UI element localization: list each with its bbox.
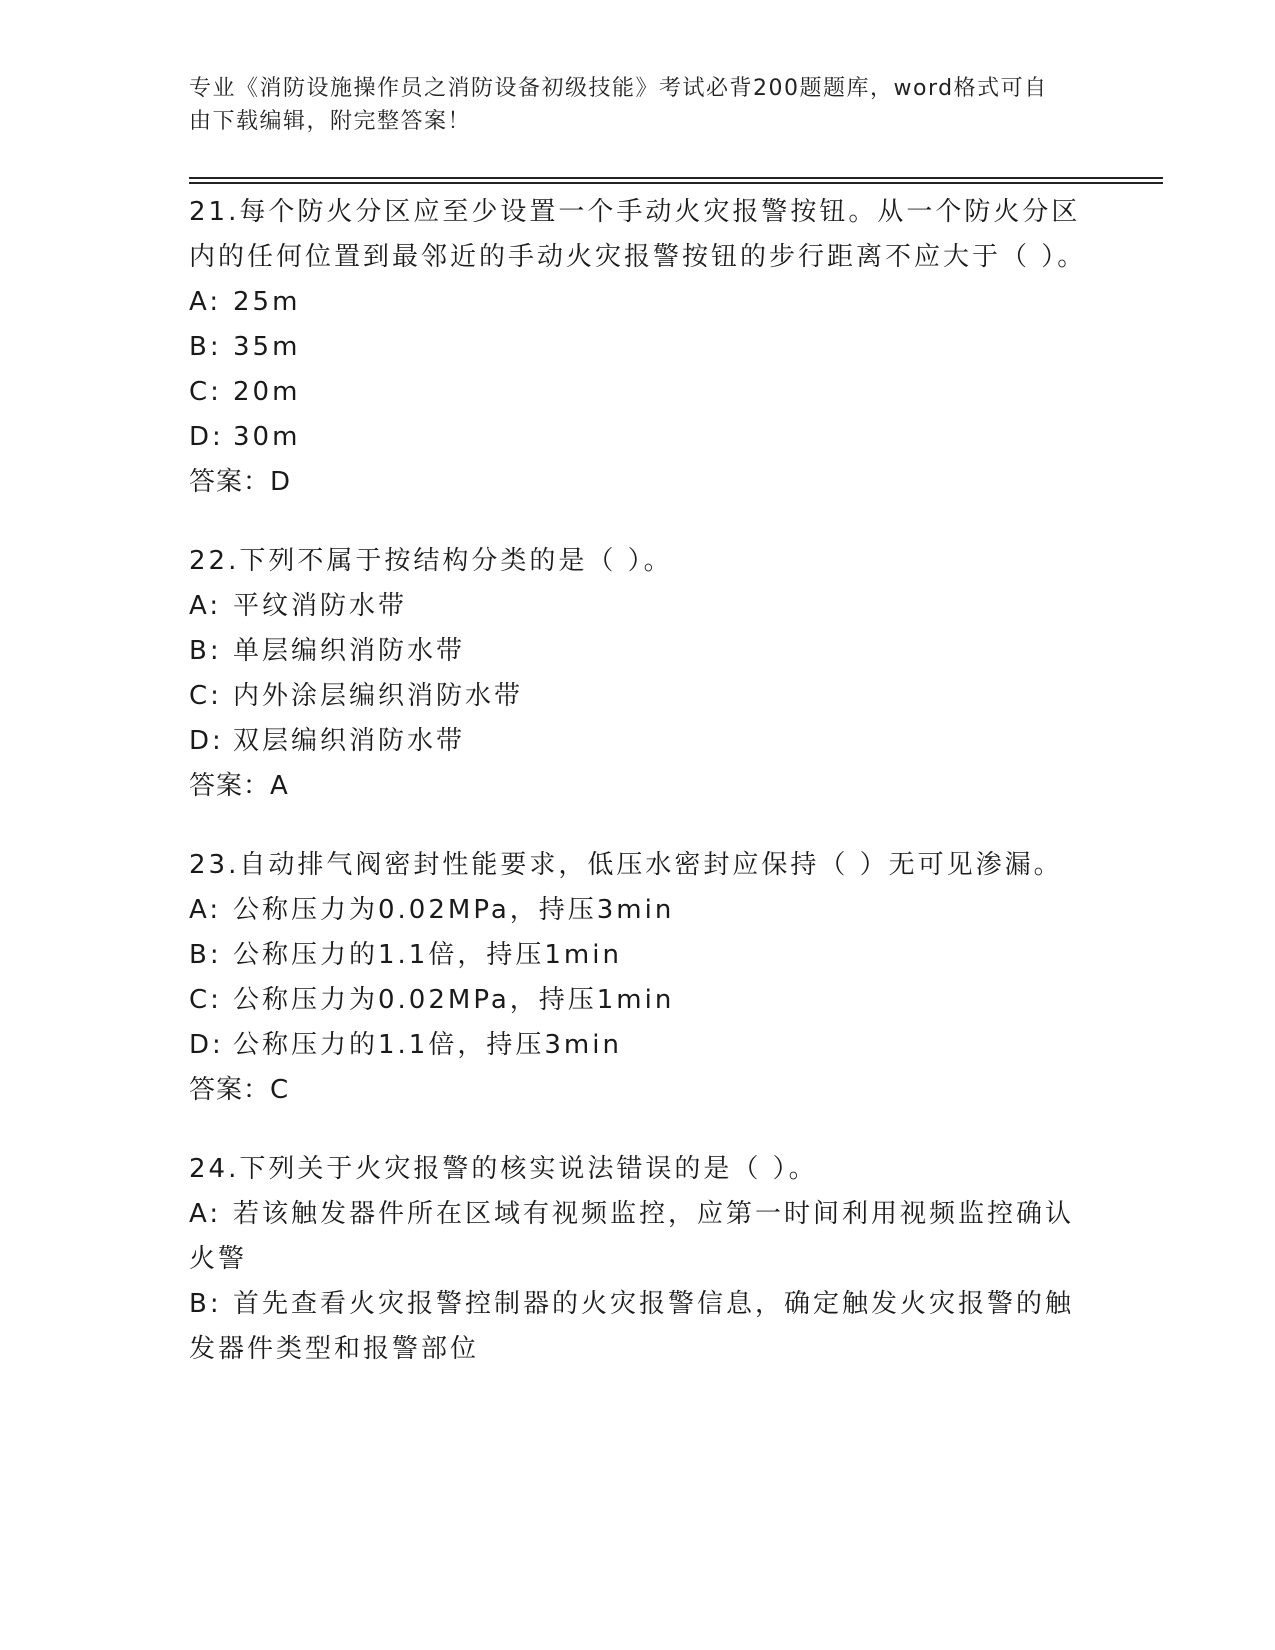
option-a <box>189 1192 1089 1282</box>
answer-line: 答案：A <box>189 771 289 801</box>
header-rule-top <box>189 177 1163 179</box>
option-letter: C: <box>189 377 222 407</box>
option-text: 公称压力为0.02MPa，持压1min <box>233 985 675 1015</box>
option-b <box>189 1282 1089 1372</box>
option-text: 首先查看火灾报警控制器的火灾报警信息，确定触发火灾报警的触发器件类型和报警部位 <box>189 1289 1075 1364</box>
option-letter: A: <box>189 591 222 621</box>
option-text: 公称压力的1.1倍，持压3min <box>233 1030 622 1060</box>
option-letter: D: <box>189 422 224 452</box>
option-d <box>189 719 1089 764</box>
option-letter: A: <box>189 287 222 317</box>
option-text: 30m <box>233 422 301 452</box>
option-text: 20m <box>233 377 301 407</box>
option-d <box>189 1023 1089 1068</box>
question-22 <box>189 539 1089 809</box>
option-b <box>189 325 1089 370</box>
option-a <box>189 888 1089 933</box>
option-c <box>189 978 1089 1023</box>
option-letter: D: <box>189 1030 224 1060</box>
option-b <box>189 629 1089 674</box>
question-21 <box>189 190 1089 505</box>
option-letter: A: <box>189 1199 222 1229</box>
option-text: 公称压力的1.1倍，持压1min <box>233 940 622 970</box>
option-c <box>189 370 1089 415</box>
option-text: 双层编织消防水带 <box>233 726 466 756</box>
option-letter: B: <box>189 332 222 362</box>
header-rule-bottom <box>189 182 1163 184</box>
answer-line: 答案：C <box>189 1075 290 1105</box>
option-text: 公称压力为0.02MPa，持压3min <box>233 895 675 925</box>
option-letter: D: <box>189 726 224 756</box>
question-stem: 21.每个防火分区应至少设置一个手动火灾报警按钮。从一个防火分区内的任何位置到最邻近的手动火灾报警按钮的步行距离不应大于（ ）。 <box>189 197 1087 272</box>
option-text: 35m <box>233 332 301 362</box>
question-23 <box>189 843 1089 1113</box>
option-c <box>189 674 1089 719</box>
question-24 <box>189 1147 1089 1372</box>
option-a <box>189 584 1089 629</box>
option-a <box>189 280 1089 325</box>
option-letter: B: <box>189 1289 222 1319</box>
option-letter: A: <box>189 895 222 925</box>
option-d <box>189 415 1089 460</box>
option-text: 若该触发器件所在区域有视频监控，应第一时间利用视频监控确认火警 <box>189 1199 1075 1274</box>
option-letter: C: <box>189 681 222 711</box>
option-b <box>189 933 1089 978</box>
answer-line: 答案：D <box>189 467 292 497</box>
option-letter: C: <box>189 985 222 1015</box>
question-stem: 22.下列不属于按结构分类的是（ ）。 <box>189 546 673 576</box>
option-text: 平纹消防水带 <box>233 591 408 621</box>
option-text: 单层编织消防水带 <box>233 636 466 666</box>
option-letter: B: <box>189 940 222 970</box>
question-stem: 23.自动排气阀密封性能要求，低压水密封应保持（ ）无可见渗漏。 <box>189 850 1063 880</box>
option-letter: B: <box>189 636 222 666</box>
option-text: 内外涂层编织消防水带 <box>233 681 524 711</box>
option-text: 25m <box>233 287 301 317</box>
question-list <box>189 190 1089 1406</box>
document-header: 专业《消防设施操作员之消防设备初级技能》考试必背200题题库，word格式可自由下载编辑，附完整答案！ <box>189 76 1048 134</box>
question-stem: 24.下列关于火灾报警的核实说法错误的是（ ）。 <box>189 1154 818 1184</box>
